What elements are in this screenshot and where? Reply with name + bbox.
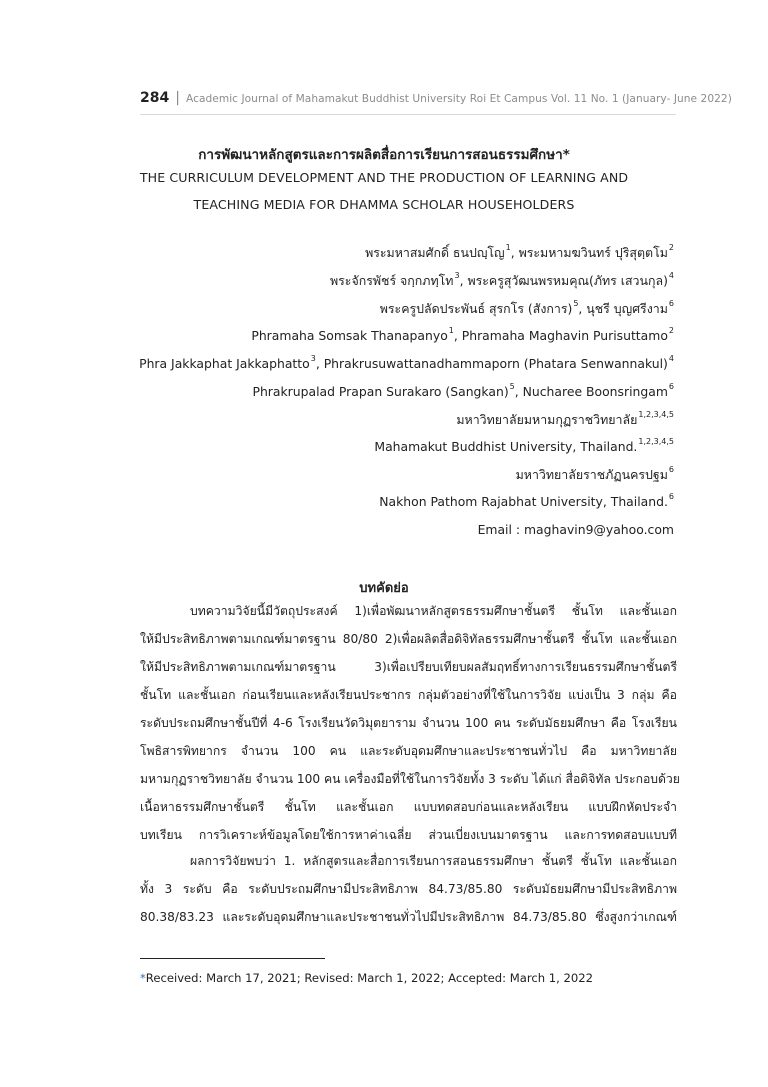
abstract-line: บทความวิจัยนี้มีวัตถุประสงค์ 1)เพื่อพัฒนาหลักสูตรธรรมศึกษาชั้นตรี ชั้นโท และชั้นเอก — [190, 604, 677, 618]
title-english-line2: TEACHING MEDIA FOR DHAMMA SCHOLAR HOUSEHOLDERS — [193, 197, 575, 212]
footnote-text: Received: March 17, 2021; Revised: March 1, 2022; Accepted: March 1, 2022 — [145, 971, 594, 985]
footnote-marker: * — [140, 971, 146, 985]
abstract-line: โพธิสารพิทยากร จำนวน 100 คน และระดับอุดมศึกษาและประชาชนทั่วไป คือ มหาวิทยาลัย — [140, 744, 677, 758]
abstract-line: ทั้ง 3 ระดับ คือ ระดับประถมศึกษามีประสิทธิภาพ 84.73/85.80 ระดับมัธยมศึกษามีประสิทธิภาพ — [140, 882, 677, 896]
abstract-line: มหามกุฏราชวิทยาลัย จำนวน 100 คน เครื่องมือที่ใช้ในการวิจัยทั้ง 3 ระดับ ได้แก่ สื่อดิจิทัล ประกอบด้วย — [140, 772, 680, 786]
footnote-rule — [140, 958, 325, 959]
abstract-line: เนื้อหาธรรมศึกษาชั้นตรี ชั้นโท และชั้นเอก แบบทดสอบก่อนและหลังเรียน แบบฝึกหัดประจำ — [140, 800, 677, 814]
authors-thai-line3: พระครูปลัดประพันธ์ สุรกโร (สังการ)$^5$, นุชรี บุญศรีงาม$^6$ — [379, 298, 674, 316]
journal-citation: Academic Journal of Mahamakut Buddhist University Roi Et Campus Vol. 11 No. 1 (January- June 2022) — [185, 93, 732, 105]
title-english-line1: THE CURRICULUM DEVELOPMENT AND THE PRODUCTION OF LEARNING AND — [139, 170, 629, 185]
abstract-line: ชั้นโท และชั้นเอก ก่อนเรียนและหลังเรียนประชากร กลุ่มตัวอย่างที่ใช้ในการวิจัย แบ่งเป็น 3 กลุ่ม คือ — [140, 688, 677, 702]
footnote — [140, 971, 593, 985]
abstract-line: ผลการวิจัยพบว่า 1. หลักสูตรและสื่อการเรียนการสอนธรรมศึกษา ชั้นตรี ชั้นโท และชั้นเอก — [190, 854, 677, 868]
affiliation-1-english: Mahamakut Buddhist University, Thailand.$^{1,2,3,4,5}$ — [374, 436, 674, 454]
abstract-line: ให้มีประสิทธิภาพตามเกณฑ์มาตรฐาน 3)เพื่อเปรียบเทียบผลสัมฤทธิ์ทางการเรียนธรรมศึกษาชั้นตรี — [140, 660, 677, 674]
abstract-line: 80.38/83.23 และระดับอุดมศึกษาและประชาชนทั่วไปมีประสิทธิภาพ 84.73/85.80 ซึ่งสูงกว่าเกณฑ์ — [140, 910, 677, 924]
authors-english-line1: Phramaha Somsak Thanapanyo$^1$, Phramaha Maghavin Purisuttamo$^2$ — [251, 325, 674, 343]
authors-thai-line2: พระจักรพัชร์ จกฺกภทฺโท$^3$, พระครูสุวัฒนพรหมคุณ(ภัทร เสวนกุล)$^4$ — [329, 270, 674, 288]
affiliation-1-thai: มหาวิทยาลัยมหามกุฏราชวิทยาลัย$^{1,2,3,4,5}$ — [456, 409, 674, 427]
abstract-line: บทเรียน การวิเคราะห์ข้อมูลโดยใช้การหาค่าเฉลี่ย ส่วนเบี่ยงเบนมาตรฐาน และการทดสอบแบบที — [140, 828, 677, 842]
header-separator: | — [175, 90, 180, 106]
abstract-heading: บทคัดย่อ — [359, 581, 409, 596]
running-header — [140, 90, 732, 112]
affiliation-2-thai: มหาวิทยาลัยราชภัฏนครปฐม$^6$ — [515, 464, 674, 482]
authors-english-line3: Phrakrupalad Prapan Surakaro (Sangkan)$^5$, Nucharee Boonsringam$^6$ — [252, 381, 674, 399]
abstract-line: ให้มีประสิทธิภาพตามเกณฑ์มาตรฐาน 80/80 2)เพื่อผลิตสื่อดิจิทัลธรรมศึกษาชั้นตรี ชั้นโท และชั้นเอก — [140, 632, 677, 646]
title-thai: การพัฒนาหลักสูตรและการผลิตสื่อการเรียนการสอนธรรมศึกษา* — [198, 147, 570, 163]
page-number: 284 — [140, 90, 170, 106]
authors-thai-line1: พระมหาสมศักดิ์ ธนปญฺโญ$^1$, พระมหามฆวินทร์ ปุริสุตฺตโม$^2$ — [365, 242, 674, 260]
abstract-line: ระดับประถมศึกษาชั้นปีที่ 4-6 โรงเรียนวัดวิมุตยาราม จำนวน 100 คน ระดับมัธยมศึกษา คือ โรงเรียน — [140, 716, 677, 730]
header-rule — [140, 114, 676, 115]
author-email: Email : maghavin9@yahoo.com — [477, 522, 674, 537]
affiliation-2-english: Nakhon Pathom Rajabhat University, Thailand.$^6$ — [379, 491, 674, 509]
authors-english-line2: Phra Jakkaphat Jakkaphatto$^3$, Phrakrusuwattanadhammaporn (Phatara Senwannakul)$^4$ — [139, 353, 674, 371]
